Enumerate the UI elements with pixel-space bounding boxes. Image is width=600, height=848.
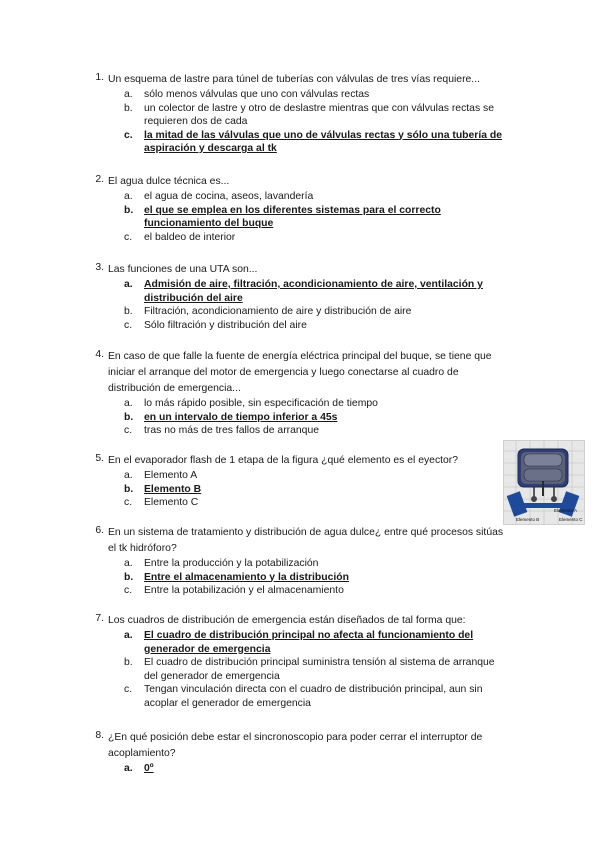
question-number: 4. — [95, 349, 104, 360]
label-element-b: Elemento B — [516, 517, 540, 522]
option-b-correct — [88, 483, 508, 497]
option-text: lo más rápido posible, sin especificación de tiempo — [144, 398, 378, 409]
option-letter: a. — [124, 558, 133, 569]
option-a — [88, 397, 508, 411]
option-a — [88, 557, 508, 571]
option-letter: a. — [124, 279, 133, 290]
question-number: 6. — [95, 525, 104, 536]
option-c — [88, 319, 508, 333]
option-text: la mitad de las válvulas que uno de válvulas rectas y sólo una tubería de aspiración y descarga al tk — [144, 129, 503, 154]
options-list — [88, 629, 508, 710]
option-b-correct — [88, 204, 508, 231]
option-text: Entre la producción y la potabilización — [144, 558, 319, 569]
question-number: 1. — [95, 72, 104, 83]
option-letter: c. — [124, 231, 133, 243]
lower-tank — [524, 469, 562, 481]
options-list — [88, 190, 508, 244]
options-list — [88, 278, 508, 332]
option-text: Sólo filtración y distribución del aire — [144, 319, 307, 331]
option-letter: a. — [124, 398, 133, 409]
option-letter: c. — [124, 425, 133, 436]
question-text: En caso de que falle la fuente de energía eléctrica principal del buque, se tiene que iniciar el arranque del motor de emergencia y luego conectarse al cuadro de distribución de emergencia... — [108, 351, 492, 394]
option-letter: c. — [124, 585, 133, 596]
question-number: 8. — [95, 730, 104, 741]
option-text: el que se emplea en los diferentes sistemas para el correcto funcionamiento del buque — [144, 204, 441, 229]
option-letter: a. — [124, 763, 133, 774]
option-letter: b. — [124, 411, 134, 423]
evaporator-figure — [503, 440, 585, 525]
option-c — [88, 231, 508, 245]
option-text: Elemento C — [144, 497, 199, 508]
option-text: en un intervalo de tiempo inferior a 45s — [144, 411, 338, 423]
option-c-correct — [88, 129, 508, 156]
option-letter: b. — [124, 483, 134, 495]
option-text: El cuadro de distribución principal suministra tensión al sistema de arranque del generador de emergencia — [144, 657, 495, 682]
option-text: Admisión de aire, filtración, acondicionamiento de aire, ventilación y distribución del aire — [144, 279, 483, 304]
option-letter: c. — [124, 684, 133, 695]
options-list — [88, 397, 508, 438]
question-3 — [88, 262, 508, 332]
option-a — [88, 88, 508, 102]
question-number: 5. — [95, 453, 104, 464]
upper-tank — [524, 454, 562, 466]
option-text: 0º — [144, 763, 154, 774]
question-7 — [88, 613, 508, 710]
option-b-correct — [88, 571, 508, 585]
option-letter: b. — [124, 571, 134, 583]
options-list — [88, 469, 508, 510]
option-letter: a. — [124, 89, 133, 100]
question-number: 2. — [95, 174, 104, 185]
question-text: Las funciones de una UTA son... — [108, 264, 258, 275]
question-2 — [88, 174, 508, 244]
question-1 — [88, 72, 508, 156]
option-letter: b. — [124, 204, 134, 216]
question-8 — [88, 730, 508, 776]
option-c — [88, 496, 508, 510]
question-text: ¿En qué posición debe estar el sincronoscopio para poder cerrar el interruptor de acoplamiento? — [108, 732, 483, 759]
option-letter: a. — [124, 630, 133, 641]
question-4 — [88, 349, 508, 438]
question-text: Un esquema de lastre para túnel de tuberías con válvulas de tres vías requiere... — [108, 74, 480, 85]
option-b-correct — [88, 411, 508, 425]
option-a-correct — [88, 278, 508, 305]
option-text: sólo menos válvulas que uno con válvulas rectas — [144, 89, 370, 100]
option-text: Elemento B — [144, 483, 202, 495]
option-text: Entre el almacenamiento y la distribución — [144, 571, 349, 583]
option-letter: c. — [124, 497, 133, 508]
option-text: Elemento A — [144, 470, 198, 481]
label-element-c: Elemento C — [559, 517, 583, 522]
pump — [531, 496, 537, 502]
option-a-correct — [88, 762, 508, 776]
question-text: En un sistema de tratamiento y distribución de agua dulce¿ entre qué procesos sitúas el tk hidróforo? — [108, 527, 504, 554]
option-a — [88, 190, 508, 204]
option-c — [88, 683, 508, 710]
question-number: 3. — [95, 262, 104, 273]
option-letter: c. — [124, 319, 133, 331]
label-element-a: Elemento A — [554, 508, 578, 513]
question-text: Los cuadros de distribución de emergencia están diseñados de tal forma que: — [108, 615, 466, 626]
options-list — [88, 557, 508, 598]
option-letter: b. — [124, 102, 133, 114]
option-letter: a. — [124, 191, 133, 202]
option-a-correct — [88, 629, 508, 656]
option-text: El cuadro de distribución principal no afecta al funcionamiento del generador de emergencia — [144, 630, 474, 655]
question-text: El agua dulce técnica es... — [108, 176, 230, 187]
option-b — [88, 656, 508, 683]
question-number: 7. — [95, 613, 104, 624]
option-text: el baldeo de interior — [144, 231, 236, 243]
question-5 — [88, 453, 508, 510]
option-letter: a. — [124, 470, 133, 481]
option-b — [88, 305, 508, 319]
option-text: Entre la potabilización y el almacenamiento — [144, 585, 344, 596]
options-list — [88, 762, 508, 776]
option-b — [88, 102, 508, 129]
option-text: un colector de lastre y otro de deslastre mientras que con válvulas rectas se requieren dos de cada — [144, 102, 494, 127]
option-c — [88, 424, 508, 438]
pump — [551, 496, 557, 502]
question-text: En el evaporador flash de 1 etapa de la figura ¿qué elemento es el eyector? — [108, 455, 459, 466]
option-text: Filtración, acondicionamiento de aire y distribución de aire — [144, 306, 412, 317]
option-c — [88, 584, 508, 598]
option-text: tras no más de tres fallos de arranque — [144, 425, 320, 436]
option-letter: b. — [124, 306, 133, 317]
option-text: Tengan vinculación directa con el cuadro de distribución principal, aun sin acoplar el generador de emergencia — [144, 684, 483, 709]
option-letter: b. — [124, 657, 133, 668]
question-6 — [88, 525, 508, 598]
options-list — [88, 88, 508, 156]
option-text: el agua de cocina, aseos, lavandería — [144, 191, 314, 202]
option-a — [88, 469, 508, 483]
option-letter: c. — [124, 129, 133, 141]
